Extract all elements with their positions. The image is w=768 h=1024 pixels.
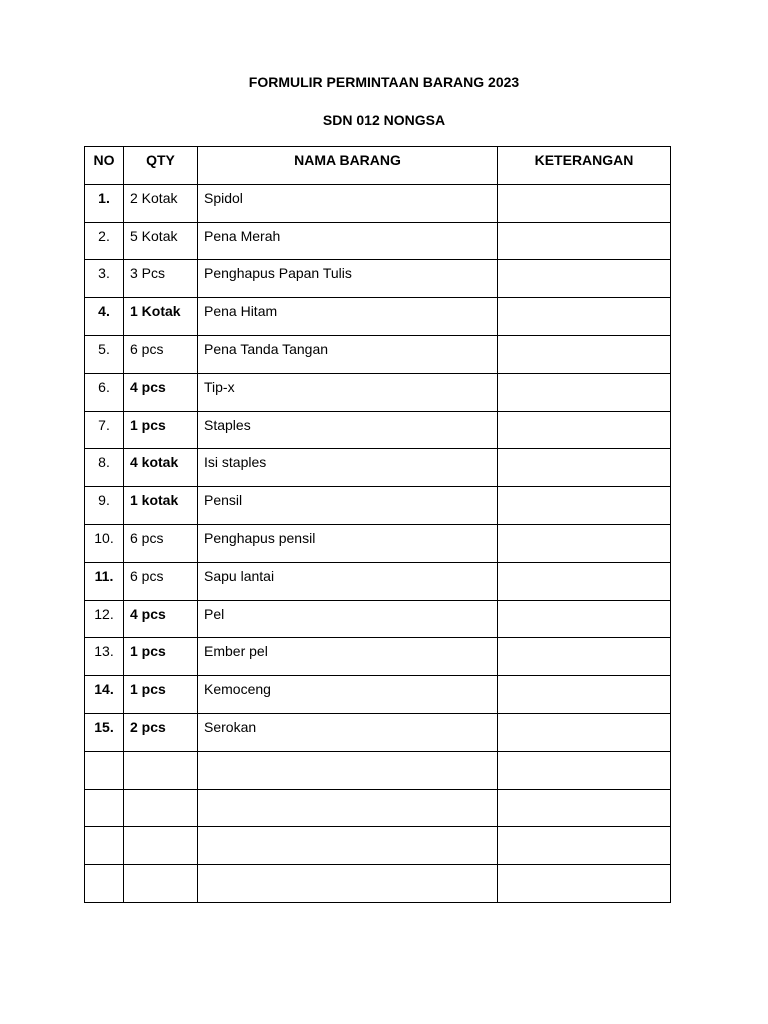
header-qty: QTY [124,147,198,185]
table-row [85,713,671,751]
cell-no: 2. [85,222,124,260]
table-row [85,638,671,676]
table-row [85,411,671,449]
table-row [85,335,671,373]
table-row [85,676,671,714]
cell-keterangan [498,222,671,260]
cell-nama-barang: Tip-x [198,373,498,411]
cell-no: 4. [85,298,124,336]
document-subtitle: SDN 012 NONGSA [322,112,446,128]
cell-no: 3. [85,260,124,298]
cell-keterangan [498,751,671,789]
cell-keterangan [498,449,671,487]
header-keterangan: KETERANGAN [498,147,671,185]
cell-no: 9. [85,487,124,525]
cell-nama-barang: Pel [198,600,498,638]
header-nama-barang: NAMA BARANG [198,147,498,185]
cell-nama-barang: Serokan [198,713,498,751]
cell-keterangan [498,524,671,562]
cell-qty: 2 pcs [124,713,198,751]
cell-nama-barang [198,751,498,789]
cell-no: 14. [85,676,124,714]
table-row [85,751,671,789]
table-row [85,184,671,222]
cell-no: 12. [85,600,124,638]
cell-keterangan [498,487,671,525]
cell-keterangan [498,638,671,676]
cell-nama-barang: Sapu lantai [198,562,498,600]
cell-qty: 3 Pcs [124,260,198,298]
cell-nama-barang: Pena Merah [198,222,498,260]
cell-nama-barang: Ember pel [198,638,498,676]
cell-keterangan [498,713,671,751]
request-items-table [84,146,671,903]
cell-keterangan [498,298,671,336]
cell-qty: 2 Kotak [124,184,198,222]
table-header-row [85,147,671,185]
cell-qty: 6 pcs [124,562,198,600]
cell-no [85,865,124,903]
cell-qty [124,827,198,865]
cell-keterangan [498,789,671,827]
header-no: NO [85,147,124,185]
cell-qty: 5 Kotak [124,222,198,260]
cell-nama-barang: Penghapus pensil [198,524,498,562]
cell-keterangan [498,827,671,865]
cell-qty: 1 pcs [124,638,198,676]
cell-qty [124,751,198,789]
cell-keterangan [498,600,671,638]
table-row [85,865,671,903]
cell-qty: 6 pcs [124,524,198,562]
cell-qty [124,789,198,827]
cell-nama-barang: Pensil [198,487,498,525]
document-title: FORMULIR PERMINTAAN BARANG 2023 [248,74,520,90]
table-row [85,487,671,525]
table-row [85,562,671,600]
cell-no: 5. [85,335,124,373]
table-row [85,600,671,638]
cell-keterangan [498,373,671,411]
table-row [85,298,671,336]
cell-no: 6. [85,373,124,411]
cell-nama-barang: Pena Hitam [198,298,498,336]
cell-no: 1. [85,184,124,222]
cell-nama-barang [198,827,498,865]
cell-qty: 4 kotak [124,449,198,487]
cell-no: 10. [85,524,124,562]
cell-no [85,789,124,827]
cell-keterangan [498,260,671,298]
cell-qty [124,865,198,903]
cell-qty: 1 pcs [124,676,198,714]
table-row [85,449,671,487]
cell-keterangan [498,676,671,714]
cell-keterangan [498,865,671,903]
cell-nama-barang: Kemoceng [198,676,498,714]
cell-nama-barang: Staples [198,411,498,449]
cell-keterangan [498,335,671,373]
table-row [85,222,671,260]
cell-keterangan [498,562,671,600]
cell-qty: 4 pcs [124,600,198,638]
cell-nama-barang: Isi staples [198,449,498,487]
table-row [85,373,671,411]
cell-qty: 1 kotak [124,487,198,525]
table-row [85,260,671,298]
cell-no: 13. [85,638,124,676]
cell-keterangan [498,411,671,449]
cell-qty: 1 Kotak [124,298,198,336]
cell-nama-barang [198,865,498,903]
cell-no: 15. [85,713,124,751]
cell-no: 11. [85,562,124,600]
cell-qty: 4 pcs [124,373,198,411]
cell-nama-barang: Spidol [198,184,498,222]
cell-no [85,827,124,865]
cell-no [85,751,124,789]
cell-keterangan [498,184,671,222]
cell-qty: 1 pcs [124,411,198,449]
cell-qty: 6 pcs [124,335,198,373]
table-row [85,789,671,827]
cell-no: 7. [85,411,124,449]
cell-nama-barang [198,789,498,827]
cell-no: 8. [85,449,124,487]
table-row [85,524,671,562]
table-row [85,827,671,865]
cell-nama-barang: Pena Tanda Tangan [198,335,498,373]
cell-nama-barang: Penghapus Papan Tulis [198,260,498,298]
